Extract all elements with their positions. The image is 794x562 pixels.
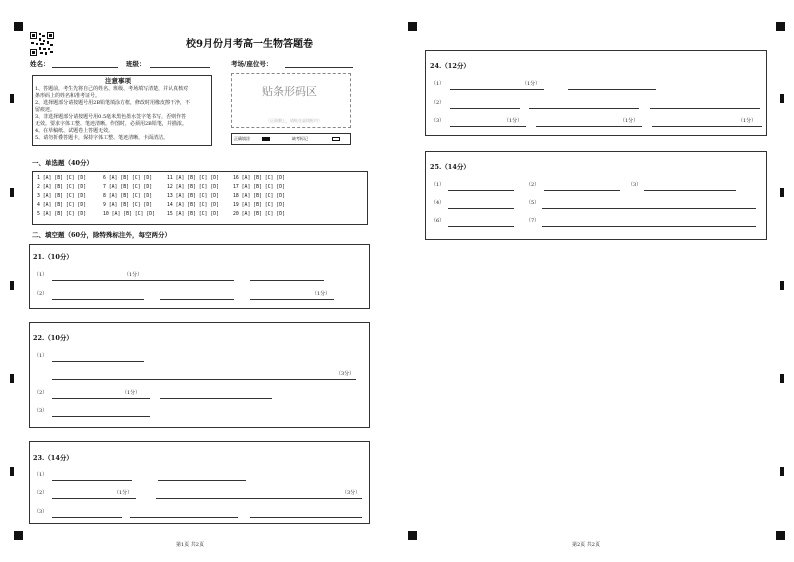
room-label: 考场/座位号：: [231, 60, 273, 68]
q25-blank[interactable]: [644, 190, 736, 191]
barcode-hint: （正面朝上，请贴在虚线框内）: [266, 118, 322, 123]
qr-code-icon: [30, 32, 54, 56]
corner-mark: [408, 22, 417, 31]
q24-score: （1分）: [620, 118, 639, 124]
notice-line: 留痕迹。: [35, 107, 56, 113]
notice-line: 4、在草稿纸、试题卷上答题无效。: [35, 128, 114, 134]
side-mark: [780, 188, 784, 197]
side-mark: [10, 467, 14, 476]
mcq-row[interactable]: 4 [A] [B] [C] [D]: [37, 203, 87, 208]
notice-title: 注意事项: [105, 77, 131, 85]
filled-mark: [262, 137, 270, 141]
side-mark: [780, 374, 784, 383]
barcode-area: [231, 73, 351, 128]
notice-line: 2、选择题部分请按题号用2B铅笔填涂方框，修改时用橡皮擦干净，不: [35, 100, 191, 106]
q23-score: （1分）: [114, 490, 133, 496]
q22-blank[interactable]: [52, 416, 150, 417]
notice-line: 3、非选择题部分请按题号用0.5毫米黑色墨水签字笔书写，否则作答: [35, 114, 187, 120]
q22-score: （1分）: [122, 390, 141, 396]
q25-part2-label: （2）: [526, 182, 540, 188]
q21-part1-label: （1）: [34, 272, 48, 278]
q25-part7-label: （7）: [526, 218, 540, 224]
class-label: 班级：: [126, 60, 146, 68]
mcq-row[interactable]: 14 [A] [B] [C] [D]: [167, 203, 219, 208]
q23-part1-label: （1）: [34, 472, 48, 478]
q23-score: （3分）: [342, 490, 361, 496]
q25-blank[interactable]: [542, 226, 756, 227]
q24-blank[interactable]: [536, 126, 642, 127]
barcode-label: 贴条形码区: [262, 85, 317, 98]
q24-part2-label: （2）: [431, 100, 445, 106]
q25-blank[interactable]: [448, 190, 514, 191]
q25-blank[interactable]: [542, 208, 756, 209]
q23-blank[interactable]: [156, 498, 362, 499]
mcq-row[interactable]: 19 [A] [B] [C] [D]: [233, 203, 285, 208]
mcq-row[interactable]: 18 [A] [B] [C] [D]: [233, 194, 285, 199]
corner-mark: [14, 22, 23, 31]
q21-blank[interactable]: [250, 299, 334, 300]
side-mark: [10, 281, 14, 290]
notice-line: 5、请勿折叠答题卡，保持字体工整、笔迹清晰、卡面清洁。: [35, 135, 169, 141]
q21-title: 21.（10分）: [33, 253, 73, 261]
section1-title: 一、单选题（40分）: [32, 159, 94, 167]
page1-footer: 第1页 共2页: [176, 542, 204, 548]
absent-label: 缺考标记: [292, 136, 308, 141]
section2-title: 二、填空题（60分，除特殊标注外，每空两分）: [32, 231, 172, 239]
q23-part3-label: （3）: [34, 509, 48, 515]
q22-part2-label: （2）: [34, 390, 48, 396]
mcq-row[interactable]: 8 [A] [B] [C] [D]: [103, 194, 153, 199]
side-mark: [10, 374, 14, 383]
mcq-row[interactable]: 2 [A] [B] [C] [D]: [37, 185, 87, 190]
q22-title: 22.（10分）: [33, 334, 73, 342]
mcq-row[interactable]: 1 [A] [B] [C] [D]: [37, 176, 87, 181]
notice-box: [32, 75, 212, 146]
q25-title: 25.（14分）: [430, 163, 470, 171]
q24-score: （1分）: [738, 118, 757, 124]
q23-title: 23.（14分）: [33, 454, 73, 462]
q25-blank[interactable]: [544, 190, 620, 191]
q21-blank[interactable]: [160, 299, 234, 300]
mcq-box: [32, 171, 368, 225]
q23-blank[interactable]: [250, 517, 362, 518]
name-field[interactable]: [52, 67, 118, 68]
q25-blank[interactable]: [448, 226, 514, 227]
q21-part2-label: （2）: [34, 291, 48, 297]
q22-blank[interactable]: [52, 398, 150, 399]
q24-blank[interactable]: [650, 108, 760, 109]
mcq-row[interactable]: 20 [A] [B] [C] [D]: [233, 212, 285, 217]
side-mark: [10, 188, 14, 197]
q22-blank[interactable]: [52, 379, 356, 380]
mcq-row[interactable]: 9 [A] [B] [C] [D]: [103, 203, 153, 208]
mcq-row[interactable]: 7 [A] [B] [C] [D]: [103, 185, 153, 190]
q24-score: （1分）: [504, 118, 523, 124]
correct-fill-label: 正确填涂: [234, 136, 250, 141]
q24-blank[interactable]: [450, 89, 544, 90]
mcq-row[interactable]: 6 [A] [B] [C] [D]: [103, 176, 153, 181]
mcq-row[interactable]: 5 [A] [B] [C] [D]: [37, 212, 87, 217]
q21-blank[interactable]: [250, 280, 324, 281]
q25-part1-label: （1）: [431, 182, 445, 188]
mcq-row[interactable]: 3 [A] [B] [C] [D]: [37, 194, 87, 199]
q25-part6-label: （6）: [431, 218, 445, 224]
mcq-row[interactable]: 12 [A] [B] [C] [D]: [167, 185, 219, 190]
q24-blank[interactable]: [450, 108, 520, 109]
q22-part3-label: （3）: [34, 408, 48, 414]
q21-blank[interactable]: [160, 280, 234, 281]
q21-score: （1分）: [124, 272, 143, 278]
q23-blank[interactable]: [130, 517, 238, 518]
q24-box: [425, 50, 767, 136]
notice-line: 1、答题前，考生先将自己的姓名、班级、考场填写清楚，并认真核对: [35, 86, 189, 92]
q22-blank[interactable]: [160, 398, 272, 399]
q25-part5-label: （5）: [526, 200, 540, 206]
q24-blank[interactable]: [529, 108, 639, 109]
q24-part3-label: （3）: [431, 118, 445, 124]
q24-part1-label: （1）: [431, 81, 445, 87]
side-mark: [780, 467, 784, 476]
page-title: 校9月份月考高一生物答题卷: [186, 39, 313, 50]
side-mark: [10, 94, 14, 103]
q23-part2-label: （2）: [34, 490, 48, 496]
q21-score: （1分）: [312, 291, 331, 297]
q22-blank[interactable]: [52, 361, 144, 362]
q24-title: 24.（12分）: [430, 62, 470, 70]
mcq-row[interactable]: 13 [A] [B] [C] [D]: [167, 194, 219, 199]
notice-line: 条形码上的姓名和准考证号。: [35, 93, 101, 99]
q24-score: （1分）: [522, 81, 541, 87]
q22-score: （3分）: [336, 371, 355, 377]
corner-mark: [408, 531, 417, 540]
q23-box: [29, 441, 370, 524]
corner-mark: [776, 531, 785, 540]
q23-blank[interactable]: [52, 517, 122, 518]
corner-mark: [14, 531, 23, 540]
q23-blank[interactable]: [52, 498, 136, 499]
q23-blank[interactable]: [158, 480, 246, 481]
page2-footer: 第2页 共2页: [572, 542, 600, 548]
q25-blank[interactable]: [448, 208, 514, 209]
name-label: 姓名：: [30, 60, 50, 68]
q25-box: [425, 151, 767, 240]
q24-blank[interactable]: [568, 89, 656, 90]
q22-box: [29, 322, 370, 428]
mcq-row[interactable]: 10 [A] [B] [C] [D]: [103, 212, 155, 217]
mcq-row[interactable]: 11 [A] [B] [C] [D]: [167, 176, 219, 181]
mcq-row[interactable]: 17 [A] [B] [C] [D]: [233, 185, 285, 190]
mcq-row[interactable]: 15 [A] [B] [C] [D]: [167, 212, 219, 217]
room-field[interactable]: [285, 67, 353, 68]
absent-checkbox[interactable]: [332, 137, 340, 141]
q21-box: [29, 244, 370, 309]
mcq-row[interactable]: 16 [A] [B] [C] [D]: [233, 176, 285, 181]
q21-blank[interactable]: [52, 299, 144, 300]
side-mark: [780, 94, 784, 103]
q22-part1-label: （1）: [34, 353, 48, 359]
q25-part4-label: （4）: [431, 200, 445, 206]
class-field[interactable]: [150, 67, 210, 68]
fill-sample-box: [231, 133, 351, 145]
corner-mark: [776, 22, 785, 31]
q23-blank[interactable]: [52, 480, 132, 481]
side-mark: [780, 281, 784, 290]
q21-blank[interactable]: [52, 280, 172, 281]
q24-blank[interactable]: [652, 126, 762, 127]
notice-line: 无效。要求字体工整、笔迹清晰。作图时，必须用2B铅笔，并描浓。: [35, 121, 187, 127]
q25-part3-label: （3）: [628, 182, 642, 188]
q24-blank[interactable]: [450, 126, 526, 127]
